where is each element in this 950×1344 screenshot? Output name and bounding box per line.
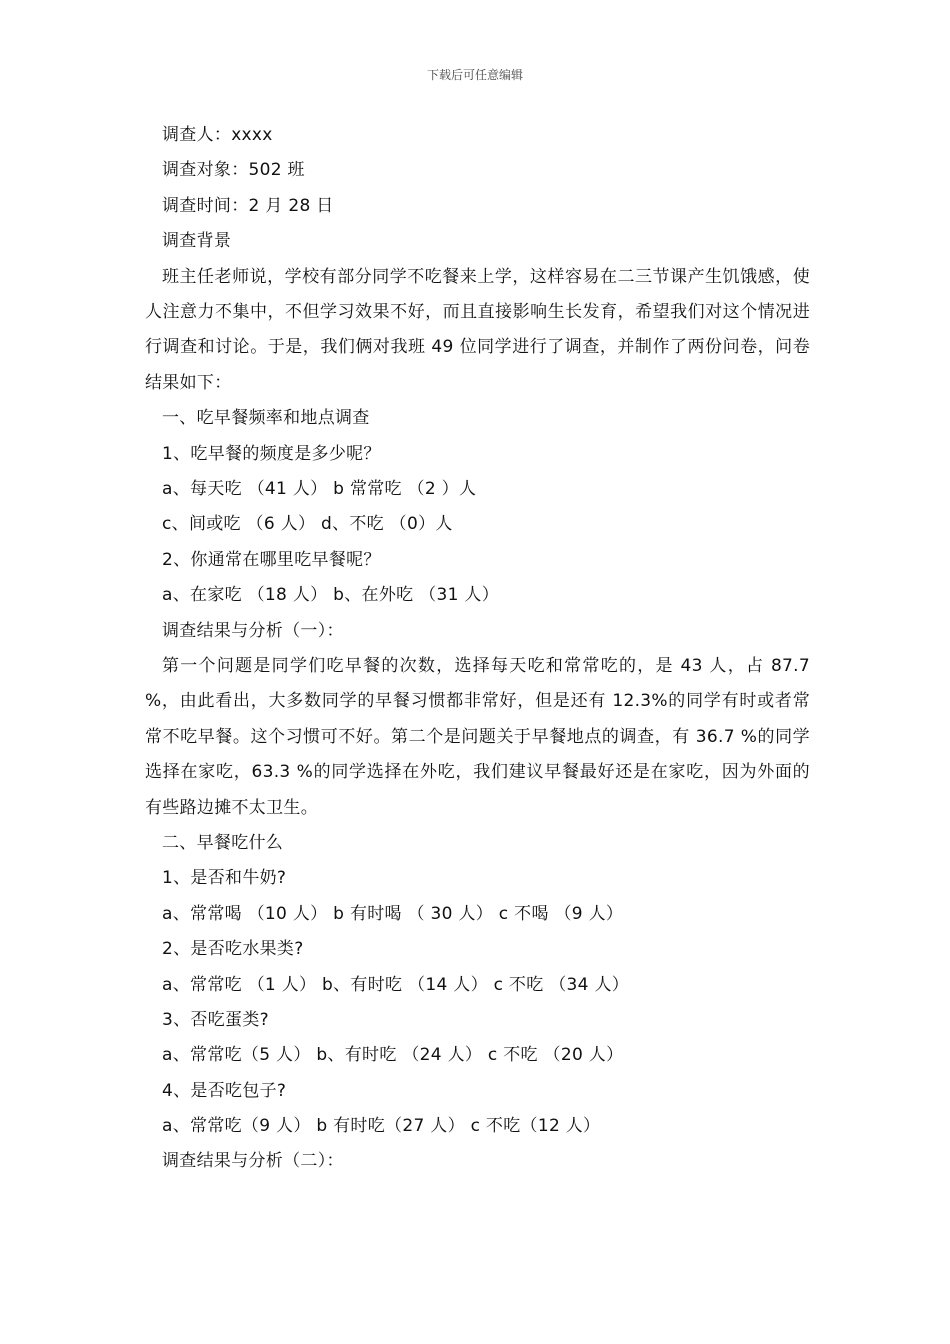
question-buns-options: a、常常吃（9 人） b 有时吃（27 人） c 不吃（12 人）	[162, 1116, 601, 1137]
question-fruit-options: a、常常吃 （1 人） b、有时吃 （14 人） c 不吃 （34 人）	[162, 974, 630, 995]
question-milk: 1、是否和牛奶?	[162, 868, 287, 889]
section-1-heading: 一、吃早餐频率和地点调查	[162, 408, 370, 429]
question-eggs: 3、否吃蛋类?	[162, 1009, 269, 1030]
question-2-options: a、在家吃 （18 人） b、在外吃 （31 人）	[162, 585, 499, 606]
question-2: 2、你通常在哪里吃早餐呢？	[162, 549, 381, 570]
question-milk-options: a、常常喝 （10 人） b 有时喝 （ 30 人） c 不喝 （9 人）	[162, 903, 624, 924]
question-buns: 4、是否吃包子?	[162, 1080, 287, 1101]
analysis-1-heading: 调查结果与分析（一）：	[162, 620, 344, 641]
question-eggs-options: a、常常吃（5 人） b、有时吃 （24 人） c 不吃 （20 人）	[162, 1045, 624, 1066]
question-1-options-cd: c、间或吃 （6 人） d、不吃 （0）人	[162, 514, 453, 535]
surveyor-line: 调查人：xxxx	[162, 125, 273, 145]
analysis-2-heading: 调查结果与分析（二）：	[162, 1151, 344, 1172]
question-fruit: 2、是否吃水果类?	[162, 939, 304, 960]
document-body	[145, 118, 810, 1180]
background-heading: 调查背景	[162, 231, 232, 252]
section-2-heading: 二、早餐吃什么	[162, 832, 284, 853]
background-paragraph: 班主任老师说，学校有部分同学不吃餐来上学，这样容易在二三节课产生饥饿感，使人注意力不集中，不但学习效果不好，而且直接影响生长发育，希望我们对这个情况进行调查和讨论。于是，我们俩对我班 49 位同学进行了调查，并制作了两份问卷，问卷结果如下：	[145, 266, 810, 393]
date-line: 调查时间：2 月 28 日	[162, 195, 334, 216]
analysis-1-paragraph: 第一个问题是同学们吃早餐的次数，选择每天吃和常常吃的，是 43 人，占 87.7 %，由此看出，大多数同学的早餐习惯都非常好，但是还有 12.3%的同学有时或者常常不吃早餐。这个习惯可不好。第二个是问题关于早餐地点的调查，有 36.7 %的同学选择在家吃，63.3 %的同学选择在外吃，我们建议早餐最好还是在家吃，因为外面的有些路边摊不太卫生。	[145, 655, 810, 818]
subject-line: 调查对象：502 班	[162, 160, 305, 181]
question-1-options-ab: a、每天吃 （41 人） b 常常吃 （2 ）人	[162, 478, 477, 499]
question-1: 1、吃早餐的频度是多少呢？	[162, 443, 381, 464]
page-header: 下载后可任意编辑	[426, 68, 523, 82]
